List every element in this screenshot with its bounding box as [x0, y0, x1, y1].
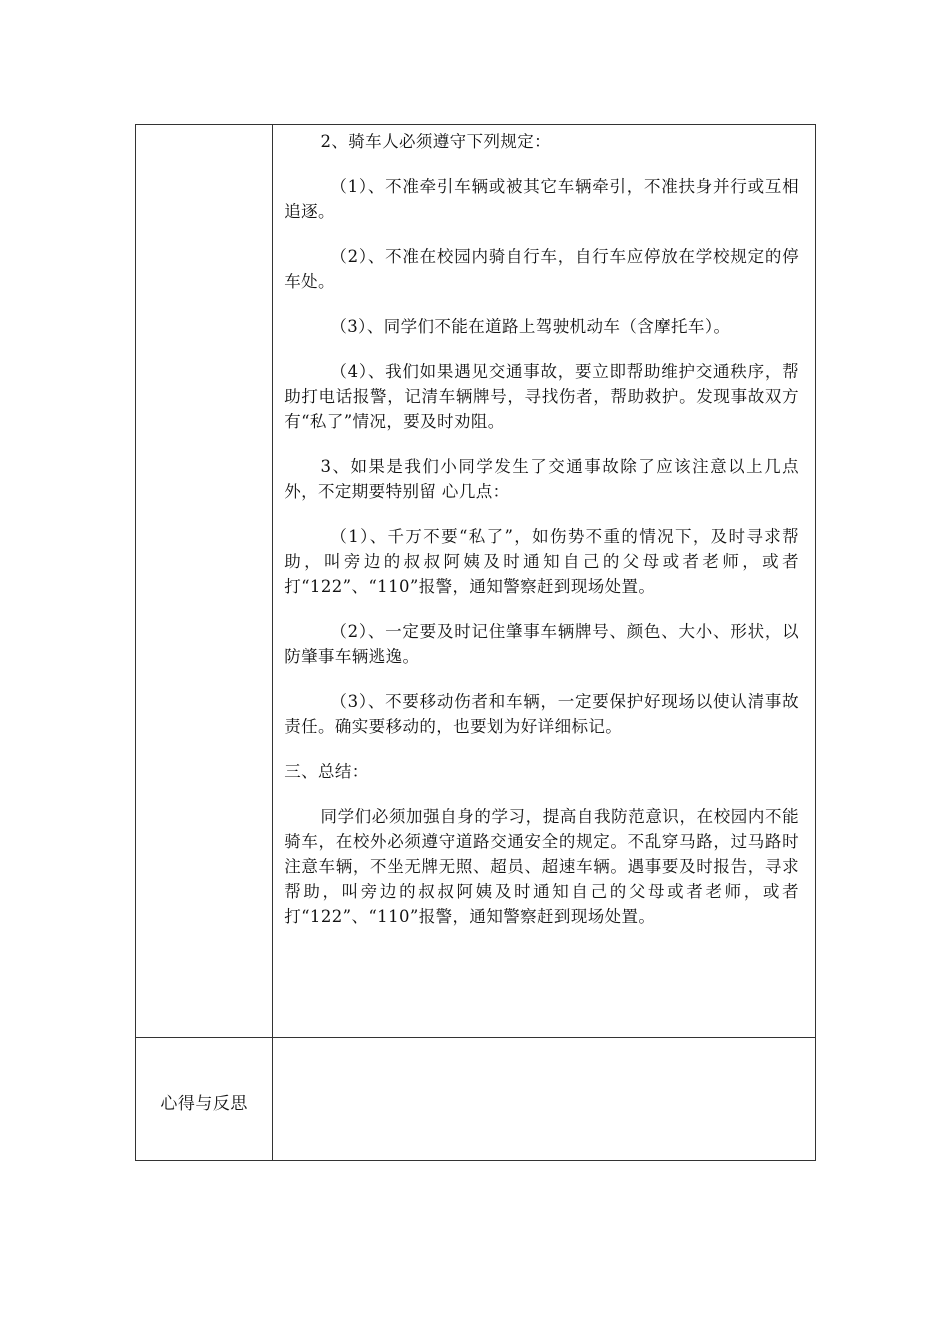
accident-item: （3）、不要移动伤者和车辆，一定要保护好现场以使认清事故责任。确实要移动的，也要划为好详细标记。	[284, 692, 799, 736]
accident-item: （2）、一定要及时记住肇事车辆牌号、颜色、大小、形状，以防肇事车辆逃逸。	[284, 622, 799, 666]
content-row	[136, 125, 816, 1038]
main-label-cell	[136, 125, 273, 1038]
reflection-row	[136, 1038, 816, 1161]
rule-item: （3）、同学们不能在道路上驾驶机动车（含摩托车）。	[330, 317, 731, 336]
accident-heading: 3、如果是我们小同学发生了交通事故除了应该注意以上几点外，不定期要特别留 心几点：	[284, 457, 799, 501]
reflection-label: 心得与反思	[136, 1038, 273, 1161]
rule-item: （2）、不准在校园内骑自行车，自行车应停放在学校规定的停车处。	[284, 247, 799, 291]
summary-text: 同学们必须加强自身的学习，提高自我防范意识，在校园内不能骑车，在校外必须遵守道路交通安全的规定。不乱穿马路，过马路时注意车辆，不坐无牌无照、超员、超速车辆。遇事要及时报告，寻求帮助，叫旁边的叔叔阿姨及时通知自己的父母或者老师，或者打“122”、“110”报警，通知警察赶到现场处置。	[284, 807, 799, 926]
rules-heading: 2、骑车人必须遵守下列规定：	[320, 132, 552, 151]
main-content-cell	[273, 125, 816, 1038]
accident-item: （1）、千万不要“私了”，如伤势不重的情况下，及时寻求帮助，叫旁边的叔叔阿姨及时通知自己的父母或者老师，或者打“122”、“110”报警，通知警察赶到现场处置。	[284, 527, 799, 596]
reflection-content-cell[interactable]	[273, 1038, 816, 1161]
rule-item: （1）、不准牵引车辆或被其它车辆牵引，不准扶身并行或互相追逐。	[284, 177, 799, 221]
rule-item: （4）、我们如果遇见交通事故，要立即帮助维护交通秩序，帮助打电话报警，记清车辆牌号，寻找伤者，帮助救护。发现事故双方有“私了”情况，要及时劝阻。	[284, 362, 799, 431]
lesson-table	[135, 124, 816, 1161]
summary-heading: 三、总结：	[284, 762, 369, 781]
